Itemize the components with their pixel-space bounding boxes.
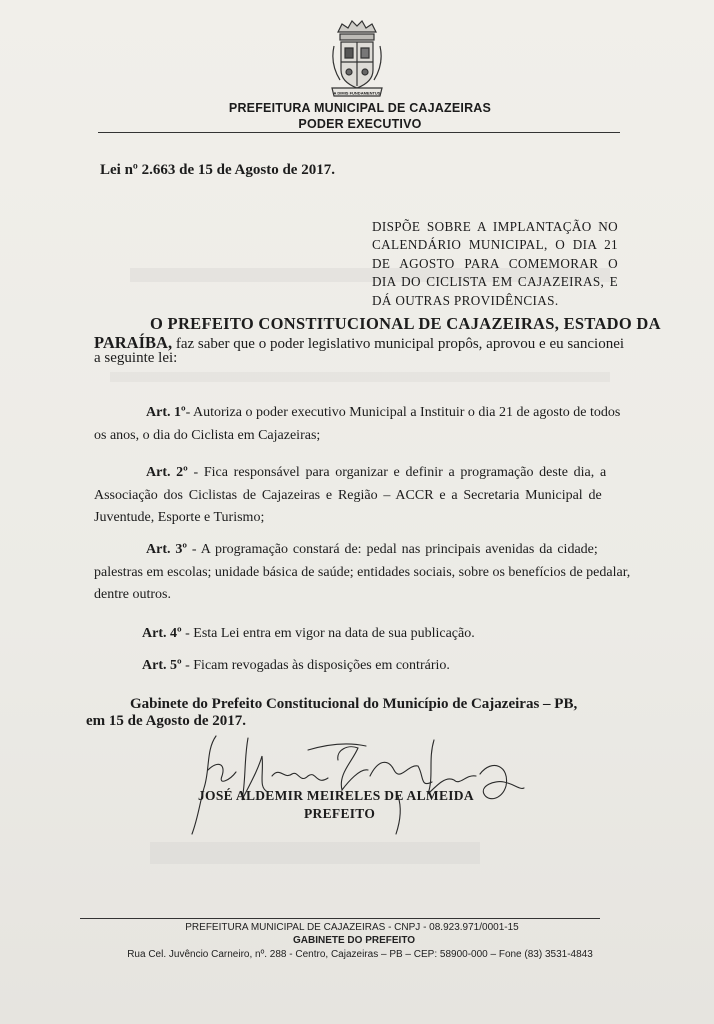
article-4-text: - Esta Lei entra em vigor na data de sua publicação.	[181, 626, 475, 641]
bleed-through-mark	[110, 372, 610, 382]
article-2	[146, 465, 606, 481]
header-divider	[98, 132, 620, 133]
coat-of-arms-icon	[330, 18, 384, 100]
preamble-bold-line: O PREFEITO CONSTITUCIONAL DE CAJAZEIRAS, ESTADO DA	[150, 314, 661, 333]
signatory-name: JOSÉ ALDEMIR MEIRELES DE ALMEIDA	[198, 788, 474, 803]
article-2-text: - Fica responsável para organizar e definir a programação deste dia, a	[187, 465, 607, 480]
preamble-state: PARAÍBA,	[94, 333, 173, 352]
footer-line-1: PREFEITURA MUNICIPAL DE CAJAZEIRAS - CNPJ - 08.923.971/0001-15	[185, 922, 519, 933]
article-3-cont: palestras em escolas; unidade básica de saúde; entidades sociais, sobre os benefícios de pedalar,	[94, 565, 631, 580]
article-5	[142, 658, 450, 674]
footer-line-3: Rua Cel. Juvêncio Carneiro, nº. 288 - Centro, Cajazeiras – PB – CEP: 58900-000 – Fone (83) 3531-4843	[127, 949, 593, 960]
emblem-motto: A DIMIS FUNDAMENTUS	[333, 90, 381, 96]
article-3-label: Art. 3º	[146, 542, 188, 557]
article-3-text: - A programação constará de: pedal nas principais avenidas da cidade;	[187, 542, 598, 557]
bleed-through-mark	[150, 842, 480, 864]
law-title: Lei nº 2.663 de 15 de Agosto de 2017.	[100, 162, 335, 178]
article-2-cont: Associação dos Ciclistas de Cajazeiras e Região – ACCR e a Secretaria Municipal de	[94, 488, 602, 503]
closing-line: Gabinete do Prefeito Constitucional do Município de Cajazeiras – PB,	[130, 696, 578, 712]
header-title: PREFEITURA MUNICIPAL DE CAJAZEIRAS	[228, 101, 492, 115]
article-3-cont-2: dentre outros.	[94, 587, 171, 602]
article-4-label: Art. 4º	[142, 626, 182, 641]
article-5-label: Art. 5º	[142, 658, 182, 673]
article-2-label: Art. 2º	[146, 465, 188, 480]
footer-divider	[80, 918, 600, 919]
article-1-text: - Autoriza o poder executivo Municipal a Instituir o dia 21 de agosto de todos	[185, 405, 621, 420]
article-5-text: - Ficam revogadas às disposições em contrário.	[181, 658, 450, 673]
footer-line-2: GABINETE DO PREFEITO	[292, 935, 416, 946]
article-3	[146, 542, 598, 558]
header-subtitle: PODER EXECUTIVO	[298, 117, 422, 131]
article-1	[146, 405, 620, 421]
preamble-line-2: a seguinte lei:	[94, 350, 178, 366]
preamble-text: faz saber que o poder legislativo municipal propôs, aprovou e eu sancionei	[172, 336, 625, 352]
article-2-cont-2: Juventude, Esporte e Turismo;	[94, 510, 265, 525]
handwritten-signature	[188, 730, 528, 840]
article-1-label: Art. 1º	[146, 405, 186, 420]
law-summary: DISPÕE SOBRE A IMPLANTAÇÃO NO CALENDÁRIO MUNICIPAL, O DIA 21 DE AGOSTO PARA COMEMORAR O DIA DO CICLISTA EM CAJAZEIRAS, E DÁ OUTRAS PROVIDÊNCIAS.	[372, 219, 618, 308]
article-4	[142, 626, 475, 642]
article-1-cont: os anos, o dia do Ciclista em Cajazeiras;	[94, 428, 321, 443]
signatory-role: PREFEITO	[304, 806, 376, 821]
closing-date: em 15 de Agosto de 2017.	[86, 713, 246, 729]
